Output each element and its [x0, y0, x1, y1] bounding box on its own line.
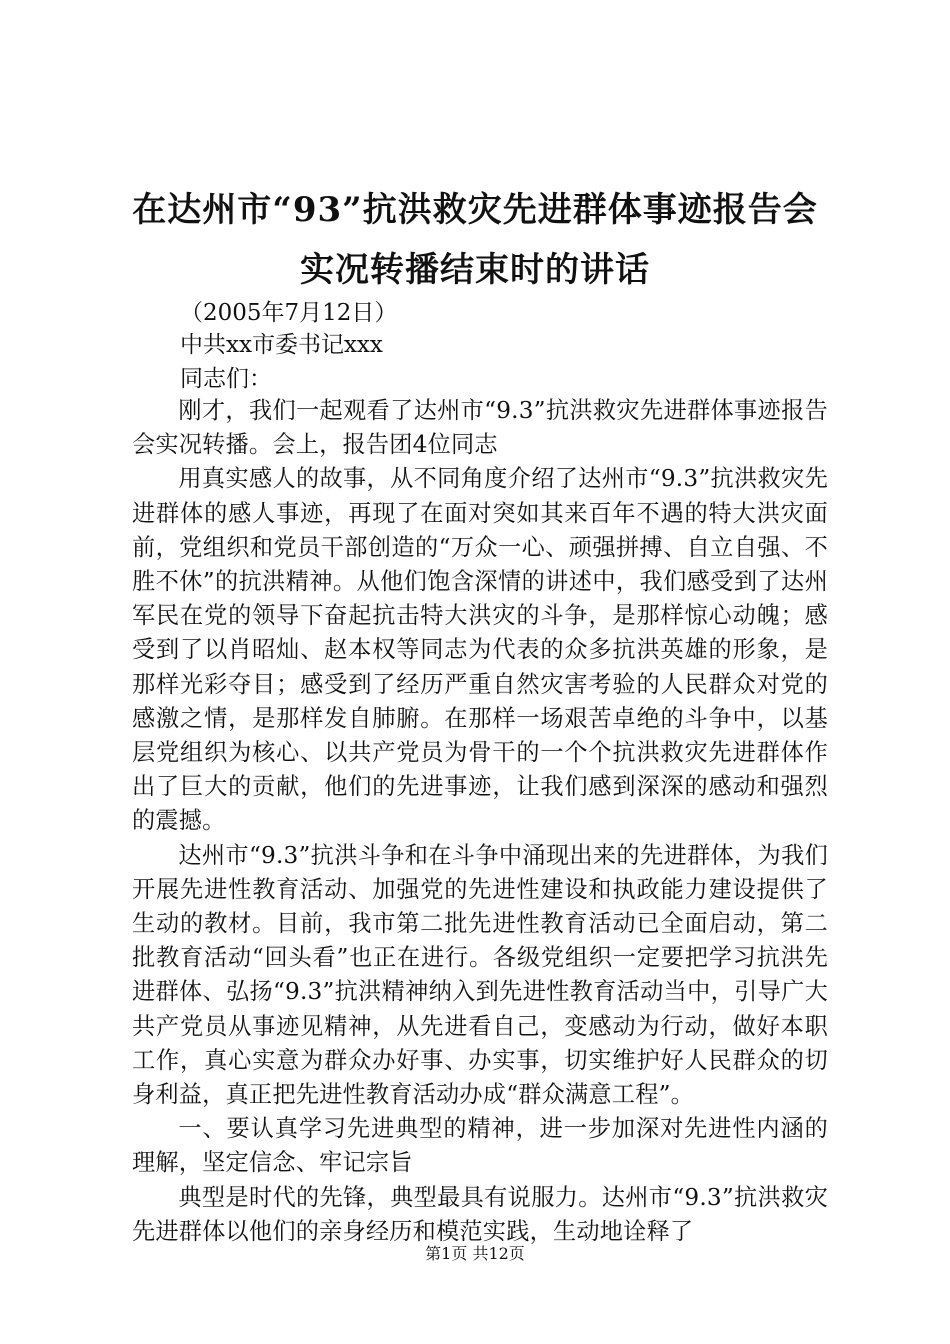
document-title-line-2: 实况转播结束时的讲话: [300, 250, 650, 290]
page-number-footer: 第1页 共12页: [425, 1244, 525, 1263]
speaker: 中共xx市委书记xxx: [180, 332, 383, 358]
paragraph-2: 用真实感人的故事，从不同角度介绍了达州市“9.3”抗洪救灾先进群体的感人事迹，再现了在面对突如其来百年不遇的特大洪灾面前，党组织和党员干部创造的“万众一心、顽强拼搏、自立自强、不胜不休”的抗洪精神。从他们饱含深情的讲述中，我们感受到了达州军民在党的领导下奋起抗击特大洪灾的斗争，是那样惊心动魄；感受到了以肖昭灿、赵本权等同志为代表的众多抗洪英雄的形象，是那样光彩夺目；感受到了经历严重自然灾害考验的人民群众对党的感激之情，是那样发自肺腑。在那样一场艰苦卓绝的斗争中，以基层党组织为核心、以共产党员为骨干的一个个抗洪救灾先进群体作出了巨大的贡献，他们的先进事迹，让我们感到深深的感动和强烈的震撼。: [132, 465, 828, 835]
document-title-line-1: 在达州市“93”抗洪救灾先进群体事迹报告会: [132, 190, 818, 230]
paragraph-4: 典型是时代的先锋，典型最具有说服力。达州市“9.3”抗洪救灾先进群体以他们的亲身经历和模范实践，生动地诠释了: [132, 1183, 828, 1245]
speech-date: （2005年7月12日）: [180, 300, 398, 326]
document-body: [132, 394, 828, 1249]
paragraph-3: 达州市“9.3”抗洪斗争和在斗争中涌现出来的先进群体，为我们开展先进性教育活动、加强党的先进性建设和执政能力建设提供了生动的教材。目前，我市第二批先进性教育活动已全面启动，第二批教育活动“回头看”也正在进行。各级党组织一定要把学习抗洪先进群体、弘扬“9.3”抗洪精神纳入到先进性教育活动当中，引导广大共产党员从事迹见精神，从先进看自己，变感动为行动，做好本职工作，真心实意为群众办好事、办实事，切实维护好人民群众的切身利益，真正把先进性教育活动办成“群众满意工程”。: [132, 841, 828, 1109]
greeting: 同志们：: [180, 366, 272, 392]
section-heading-1: 一、要认真学习先进典型的精神，进一步加深对先进性内涵的理解，坚定信念、牢记宗旨: [132, 1115, 828, 1177]
paragraph-1: 刚才，我们一起观看了达州市“9.3”抗洪救灾先进群体事迹报告会实况转播。会上，报告团4位同志: [132, 397, 828, 459]
